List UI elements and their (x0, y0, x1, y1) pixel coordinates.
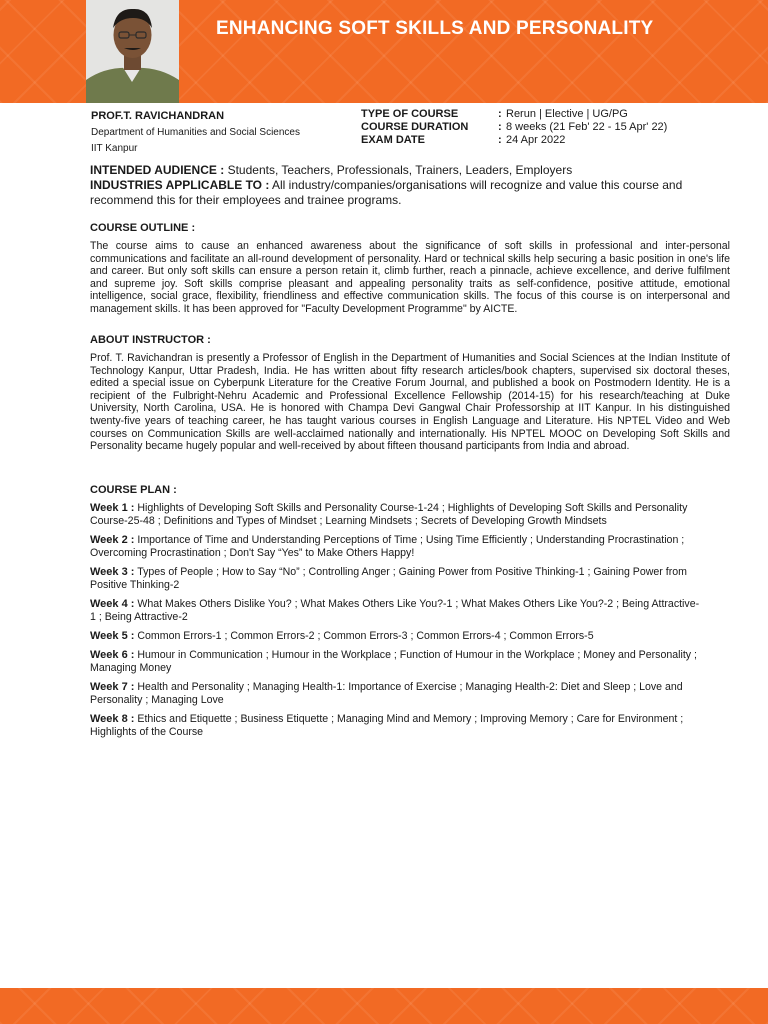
week-item (90, 649, 700, 675)
footer-banner (0, 988, 768, 1024)
exam-date-label: EXAM DATE (361, 134, 425, 146)
course-meta (361, 108, 667, 147)
week-topics: What Makes Others Dislike You? ; What Makes Others Like You?-1 ; What Makes Others Like You?-2 ; Being Attractive-1 ; Being Attractive-2 (90, 598, 700, 623)
week-item (90, 502, 700, 528)
exam-date-row (361, 134, 667, 147)
instructor-portrait-icon (86, 0, 179, 103)
week-label: Week 7 : (90, 681, 135, 693)
intended-audience-label: INTENDED AUDIENCE : (90, 163, 225, 177)
week-label: Week 5 : (90, 630, 135, 642)
week-label: Week 4 : (90, 598, 135, 610)
about-instructor-text: Prof. T. Ravichandran is presently a Professor of English in the Department of Humanities and Social Sciences at the Indian Institute of Technology Kanpur, Uttar Pradesh, India. He has written about fifty research articles/book chapters, supervised six doctoral theses, edited a special issue on Cyberpunk Literature for the Creative Forum Journal, and published a book on Postmodern Identity. He is a recipient of the Fulbright-Nehru Academic and Professional Excellence Fellowship (2014-15) for his research/teaching at Duke University, North Carolina, USA. He is honored with Champa Devi Gangwal Chair Professorship at IIT Kanpur. In his distinguished twenty-five years of teaching career, he has taught various courses in English Language and Literature. His NPTEL Video and Web courses on Communication Skills are well-acclaimed nationally and internationally. His NPTEL MOOC on Developing Soft Skills and Personality became hugely popular and well-received by about fifteen thousand participants from India and abroad. (90, 352, 730, 453)
colon: : (498, 134, 502, 146)
about-instructor-heading: ABOUT INSTRUCTOR : (90, 334, 211, 346)
week-item (90, 713, 700, 739)
course-duration-label: COURSE DURATION (361, 121, 469, 133)
industries-applicable (90, 178, 740, 208)
audience-block (90, 163, 740, 208)
week-topics: Types of People ; How to Say “No” ; Controlling Anger ; Gaining Power from Positive Thinking-1 ; Gaining Power from Positive Thinking-2 (90, 566, 687, 591)
week-item (90, 681, 700, 707)
week-label: Week 2 : (90, 534, 135, 546)
course-outline-heading: COURSE OUTLINE : (90, 222, 196, 234)
instructor-institute: IIT Kanpur (91, 143, 138, 154)
industries-text: All industry/companies/organisations will recognize and value this course and recommend this for their employees and trainee programs. (90, 178, 683, 207)
course-title: ENHANCING SOFT SKILLS AND PERSONALITY (216, 18, 654, 39)
week-label: Week 3 : (90, 566, 135, 578)
week-item (90, 534, 700, 560)
week-topics: Ethics and Etiquette ; Business Etiquette ; Managing Mind and Memory ; Improving Memory ; Care for Environment ; Highlights of the Course (90, 713, 684, 738)
week-topics: Importance of Time and Understanding Perceptions of Time ; Using Time Efficiently ; Understanding Procrastination ; Overcoming Procrastination ; Don't Say “Yes” to Make Others Happy! (90, 534, 685, 559)
industries-label: INDUSTRIES APPLICABLE TO : (90, 178, 270, 192)
week-item (90, 566, 700, 592)
course-type-row (361, 108, 667, 121)
week-label: Week 1 : (90, 502, 135, 514)
week-item (90, 630, 700, 643)
intended-audience (90, 163, 740, 178)
course-duration-row (361, 121, 667, 134)
course-plan (90, 502, 700, 745)
colon: : (498, 121, 502, 133)
course-plan-heading: COURSE PLAN : (90, 484, 177, 496)
week-topics: Health and Personality ; Managing Health-1: Importance of Exercise ; Managing Health-2: Diet and Sleep ; Love and Personality ; Managing Love (90, 681, 683, 706)
week-label: Week 8 : (90, 713, 135, 725)
week-label: Week 6 : (90, 649, 135, 661)
instructor-photo (86, 0, 179, 103)
course-type-value: Rerun | Elective | UG/PG (506, 108, 628, 120)
course-duration-value: 8 weeks (21 Feb' 22 - 15 Apr' 22) (506, 121, 668, 133)
course-outline-text: The course aims to cause an enhanced awareness about the significance of soft skills in professional and inter-personal communications and facilitate an all-round development of personality. Hard or technical skills help securing a basic position in one's life and career. But only soft skills can ensure a person retain it, climb further, reach a pinnacle, achieve excellence, and derive fulfilment and supreme joy. Soft skills comprise pleasant and appealing personality traits as self-confidence, positive attitude, emotional intelligence, social grace, flexibility, friendliness and effective communication skills. The focus of this course is on interpersonal and management skills. It has been approved for "Faculty Development Programme" by AICTE. (90, 240, 730, 315)
exam-date-value: 24 Apr 2022 (506, 134, 566, 146)
colon: : (498, 108, 502, 120)
week-item (90, 598, 700, 624)
week-topics: Humour in Communication ; Humour in the Workplace ; Function of Humour in the Workplace ; Money and Personality ; Managing Money (90, 649, 697, 674)
instructor-department: Department of Humanities and Social Sciences (91, 127, 300, 138)
course-type-label: TYPE OF COURSE (361, 108, 459, 120)
week-topics: Highlights of Developing Soft Skills and Personality Course-1-24 ; Highlights of Developing Soft Skills and Personality Course-25-48 ; Definitions and Types of Mindset ; Learning Mindsets ; Secrets of Developing Growth Mindsets (90, 502, 688, 527)
week-topics: Common Errors-1 ; Common Errors-2 ; Common Errors-3 ; Common Errors-4 ; Common Errors-5 (137, 630, 594, 642)
intended-audience-text: Students, Teachers, Professionals, Trainers, Leaders, Employers (227, 163, 573, 177)
instructor-name: PROF.T. RAVICHANDRAN (91, 110, 225, 122)
